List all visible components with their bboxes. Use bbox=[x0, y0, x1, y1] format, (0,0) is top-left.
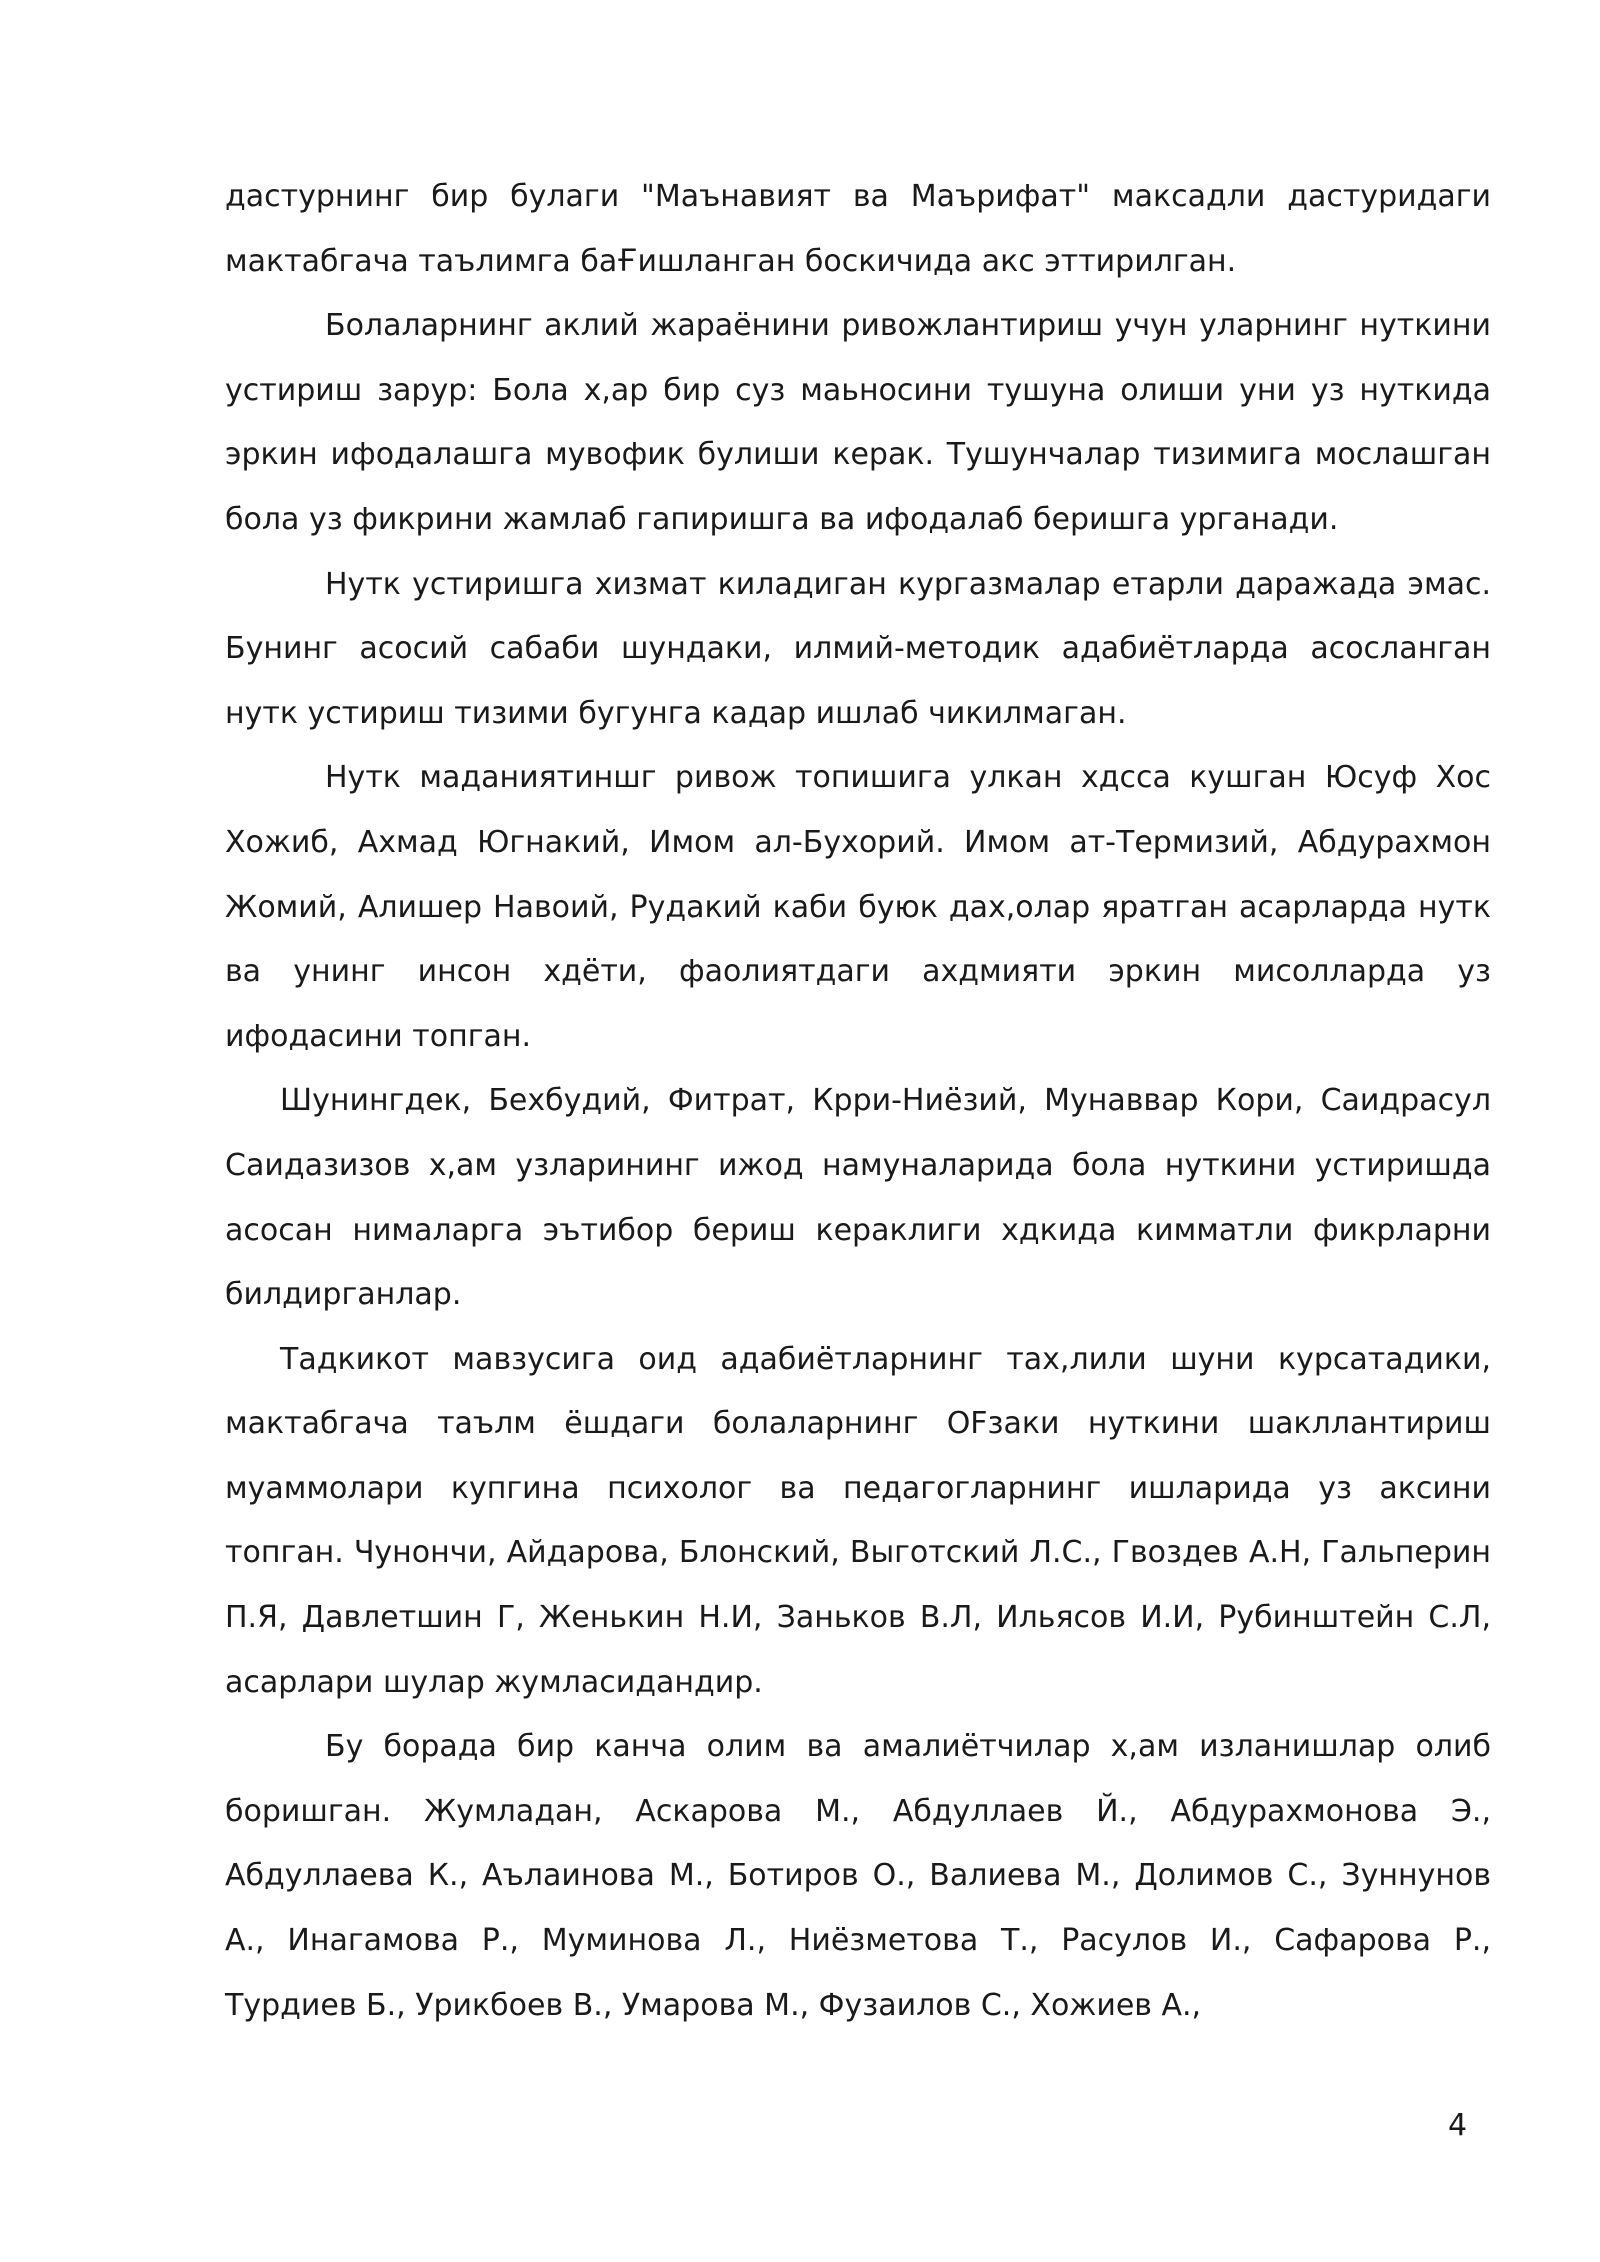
paragraph-continuation: дастурнинг бир булаги "Маънавият ва Маърифат" максадли дастуридаги мактабгача таълимга баҒишланган боскичида акс эттирилган. bbox=[225, 179, 1491, 279]
paragraph-visual-aids: Нутк устиришга хизмат киладиган кургазмалар етарли даражада эмас. Бунинг асосий сабаби шундаки, илмий-методик адабиётларда асосланган нутк устириш тизими бугунга кадар ишлаб чикилмаган. bbox=[225, 566, 1491, 731]
body-text bbox=[225, 165, 1491, 2038]
page-number: 4 bbox=[1448, 2108, 1468, 2143]
paragraph-classical-authors: Нутк маданиятиншг ривож топишига улкан хдсса кушган Юсуф Хос Хожиб, Ахмад Югнакий, Имом ал-Бухорий. Имом ат-Термизий, Абдурахмон Жомий, Алишер Навоий, Рудакий каби буюк дах,олар яратган асарларда нутк ва унинг инсон хдёти, фаолиятдаги ахдмияти эркин мисолларда уз ифодасини топган. bbox=[225, 760, 1491, 1054]
paragraph-researchers-list: Бу борада бир канча олим ва амалиётчилар х,ам изланишлар олиб боришган. Жумладан, Аскарова М., Абдуллаев Й., Абдурахмонова Э., Абдуллаева К., Аълаинова М., Ботиров О., Валиева М., Долимов С., Зуннунов А., Инагамова Р., Муминова Л., Ниёзметова Т., Расулов И., Сафарова Р., Турдиев Б., Урикбоев В., Умарова М., Фузаилов С., Хожиев А., bbox=[225, 1729, 1491, 2023]
paragraph-jadid-authors: Шунингдек, Бехбудий, Фитрат, Крри-Ниёзий, Мунаввар Кори, Саидрасул Саидазизов х,ам узларининг ижод намуналарида бола нуткини устиришда асосан нималарга эътибор бериш кераклиги хдкида кимматли фикрларни билдирганлар. bbox=[225, 1083, 1491, 1313]
paragraph-speech-development: Болаларнинг аклий жараёнини ривожлантириш учун уларнинг нуткини устириш зарур: Бола х,ар бир суз маьносини тушуна олиши уни уз нуткида эркин ифодалашга мувофик булиши керак. Тушунчалар тизимига мослашган бола уз фикрини жамлаб гапиришга ва ифодалаб беришга урганади. bbox=[225, 308, 1491, 537]
paragraph-research-analysis: Тадкикот мавзусига оид адабиётларнинг тах,лили шуни курсатадики, мактабгача таълм ёшдаги болаларнинг OFзаки нуткини шакллантириш муаммолари купгина психолог ва педагогларнинг ишларида уз аксини топган. Чунончи, Айдарова, Блонский, Выготский Л.С., Гвоздев А.Н, Гальперин П.Я, Давлетшин Г, Женькин Н.И, Заньков В.Л, Ильясов И.И, Рубинштейн С.Л, асарлари шулар жумласидандир. bbox=[225, 1341, 1491, 1700]
